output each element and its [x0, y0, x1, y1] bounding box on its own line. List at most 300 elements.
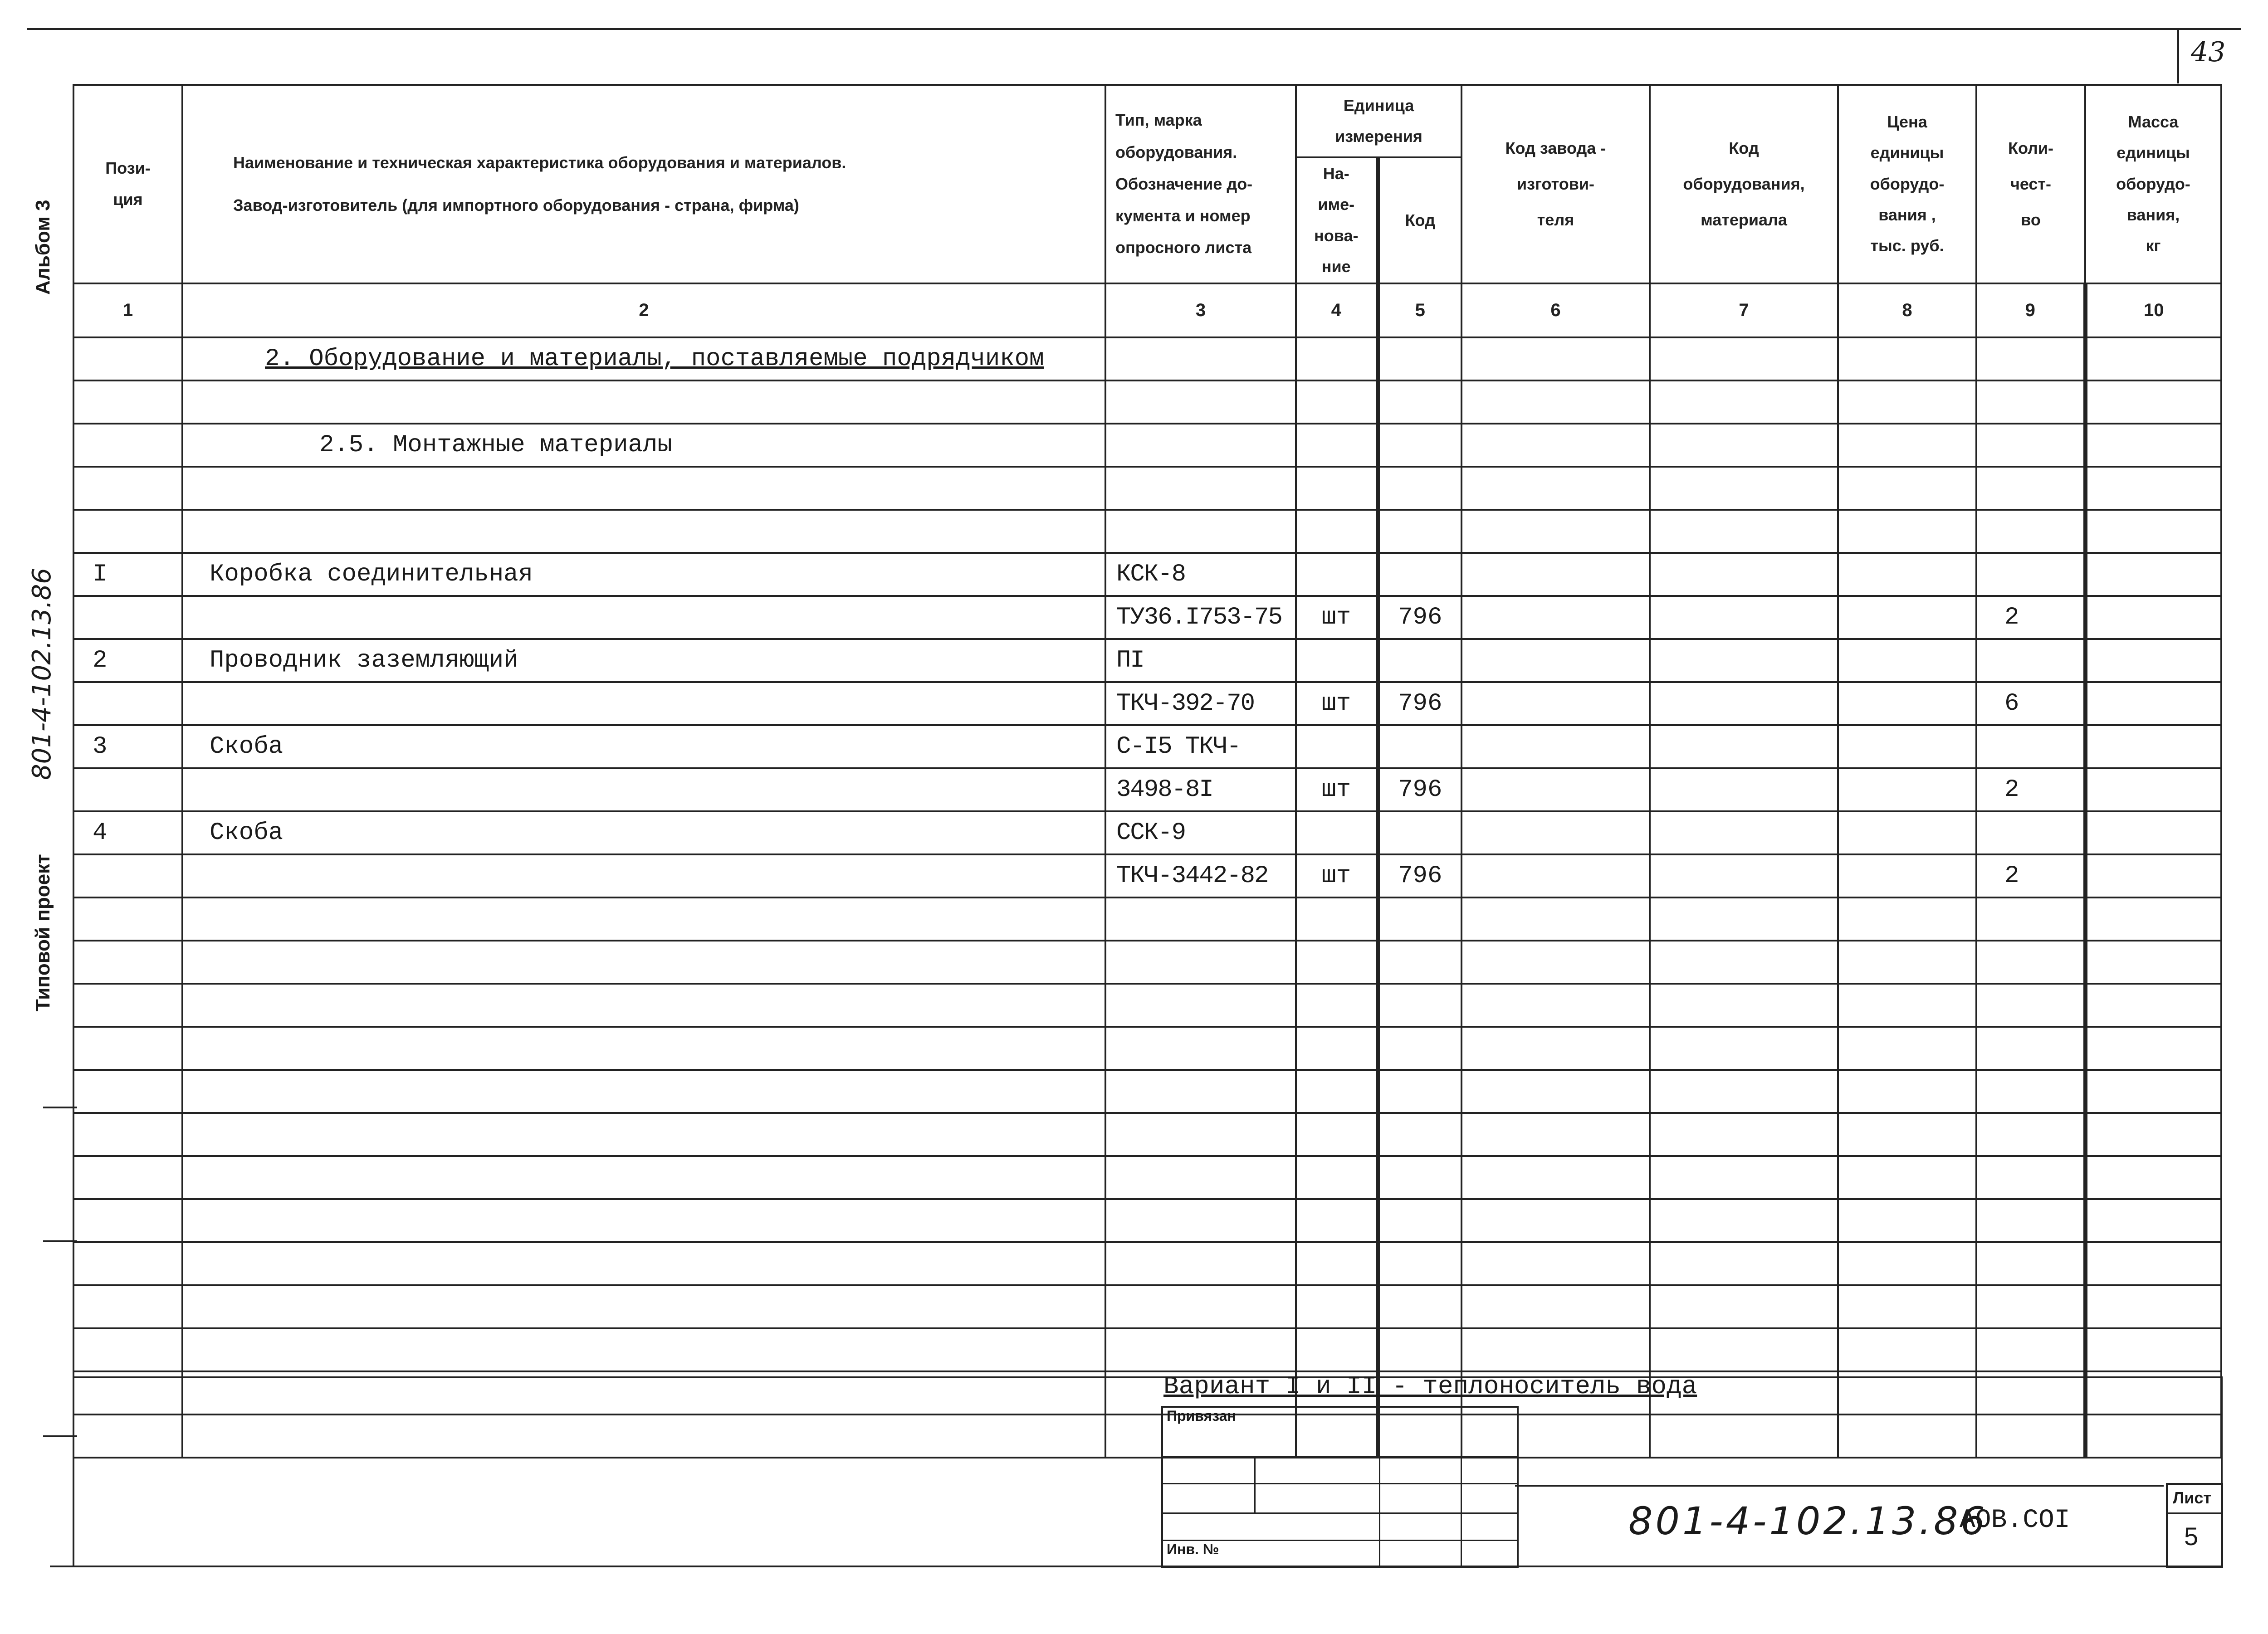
empty-row: [73, 1415, 2221, 1458]
manufacturer-code-cell: [1461, 811, 1650, 854]
quantity-cell: 2: [1976, 596, 2085, 639]
empty-row: [73, 1156, 2221, 1199]
type-cell: ПI: [1105, 639, 1296, 682]
margin-project-label: Типовой проект: [32, 854, 54, 1011]
table-cell: [182, 1199, 1105, 1242]
section-title-row: [73, 337, 2221, 380]
name-cell: [182, 510, 1105, 553]
table-cell: [1461, 897, 1650, 941]
table-cell: [1976, 897, 2085, 941]
stamp-line: [1161, 1512, 1517, 1514]
manufacturer-code-cell: [1461, 639, 1650, 682]
empty-row: [73, 1285, 2221, 1328]
table-cell: [1838, 380, 1976, 424]
table-cell: [1296, 1199, 1378, 1242]
table-cell: [1378, 380, 1461, 424]
table-cell: [73, 1328, 182, 1371]
table-cell: [73, 941, 182, 984]
table-cell: [1105, 1285, 1296, 1328]
table-cell: [2085, 1199, 2221, 1242]
table-cell: [1105, 1328, 1296, 1371]
table-cell: [1976, 1070, 2085, 1113]
table-cell: [1378, 1242, 1461, 1285]
table-cell: [1650, 1070, 1838, 1113]
name-cell: [182, 467, 1105, 510]
type-cell: [1105, 467, 1296, 510]
table-cell: [1296, 984, 1378, 1027]
table-cell: [1838, 941, 1976, 984]
margin-album-label: Альбом 3: [32, 200, 54, 295]
stamp-divider: [1379, 1456, 1380, 1567]
price-cell: [1838, 639, 1976, 682]
name-cell: [182, 682, 1105, 725]
quantity-cell: [1976, 639, 2085, 682]
header-quantity: [1976, 85, 2085, 283]
variant-note: Вариант I и II - теплоноситель вода: [1163, 1372, 1697, 1401]
table-cell: [1461, 1242, 1650, 1285]
empty-row: [73, 1242, 2221, 1285]
table-cell: [1838, 1328, 1976, 1371]
corner-page-number: 43: [2191, 36, 2226, 68]
table-cell: [182, 1156, 1105, 1199]
top-border-line: [27, 28, 2241, 30]
quantity-cell: 6: [1976, 682, 2085, 725]
price-cell: [1838, 467, 1976, 510]
type-cell: ТКЧ-392-70: [1105, 682, 1296, 725]
table-cell: [1976, 984, 2085, 1027]
table-cell: [1378, 941, 1461, 984]
table-cell: [1650, 1156, 1838, 1199]
unit-code-cell: [1378, 510, 1461, 553]
column-number: 9: [1976, 283, 2085, 337]
stamp-privyazan-label: Привязан: [1167, 1408, 1236, 1424]
subsection-title: 2.5. Монтажные материалы: [319, 431, 672, 459]
equipment-code-cell: [1650, 725, 1838, 768]
table-cell: [2085, 1415, 2221, 1458]
table-cell: [1378, 984, 1461, 1027]
table-cell: [1976, 424, 2085, 467]
equipment-code-cell: [1650, 682, 1838, 725]
table-cell: [1650, 1113, 1838, 1156]
table-cell: [1650, 380, 1838, 424]
table-cell: [1105, 337, 1296, 380]
name-cell: [182, 596, 1105, 639]
table-cell: [1378, 1156, 1461, 1199]
unit-code-cell: [1378, 467, 1461, 510]
header-type: [1105, 85, 1296, 283]
type-cell: ТУ36.I753-75: [1105, 596, 1296, 639]
table-row: [73, 854, 2221, 897]
table-cell: [1296, 1113, 1378, 1156]
table-cell: [182, 941, 1105, 984]
table-cell: [1838, 897, 1976, 941]
manufacturer-code-cell: [1461, 467, 1650, 510]
empty-row: [73, 1328, 2221, 1371]
table-cell: [1976, 380, 2085, 424]
unit-name-cell: шт: [1296, 596, 1378, 639]
table-row: [73, 811, 2221, 854]
table-cell: [1650, 1328, 1838, 1371]
empty-row: [73, 1070, 2221, 1113]
unit-code-cell: 796: [1378, 682, 1461, 725]
table-cell: [1976, 941, 2085, 984]
column-number: 2: [182, 283, 1105, 337]
document-code: 801-4-102.13.86: [1628, 1499, 1988, 1543]
name-cell: [182, 768, 1105, 811]
name-cell: [182, 854, 1105, 897]
table-cell: [73, 337, 182, 380]
table-cell: [1838, 1027, 1976, 1070]
unit-name-cell: [1296, 811, 1378, 854]
position-cell: [73, 510, 182, 553]
mass-cell: [2085, 596, 2221, 639]
position-cell: [73, 768, 182, 811]
header-mass: [2085, 85, 2221, 283]
price-cell: [1838, 725, 1976, 768]
empty-row: [73, 941, 2221, 984]
column-number: 7: [1650, 283, 1838, 337]
equipment-code-cell: [1650, 510, 1838, 553]
title-block-top-line: [73, 1376, 2223, 1378]
quantity-cell: [1976, 725, 2085, 768]
specification-table: [73, 84, 2222, 1458]
name-cell: Скоба: [182, 811, 1105, 854]
margin-tick: [43, 1107, 77, 1108]
empty-row: [73, 984, 2221, 1027]
equipment-code-cell: [1650, 854, 1838, 897]
table-cell: [1650, 1415, 1838, 1458]
table-cell: [2085, 337, 2221, 380]
table-cell: [1650, 984, 1838, 1027]
unit-name-cell: [1296, 553, 1378, 596]
table-cell: [1976, 1242, 2085, 1285]
table-cell: [1976, 1027, 2085, 1070]
table-cell: [2085, 1113, 2221, 1156]
table-cell: [1105, 1199, 1296, 1242]
unit-name-cell: шт: [1296, 768, 1378, 811]
unit-code-cell: [1378, 811, 1461, 854]
section-title: 2. Оборудование и материалы, поставляемые подрядчиком: [265, 345, 1044, 373]
table-cell: [1378, 424, 1461, 467]
table-cell: [1461, 337, 1650, 380]
equipment-code-cell: [1650, 639, 1838, 682]
position-cell: I: [73, 553, 182, 596]
manufacturer-code-cell: [1461, 596, 1650, 639]
table-cell: [1838, 1156, 1976, 1199]
table-cell: [1296, 897, 1378, 941]
position-cell: [73, 854, 182, 897]
table-cell: [2085, 897, 2221, 941]
table-row: [73, 639, 2221, 682]
position-cell: [73, 682, 182, 725]
table-cell: [73, 1199, 182, 1242]
quantity-cell: [1976, 553, 2085, 596]
table-cell: [1461, 1199, 1650, 1242]
stamp-line: [1161, 1483, 1517, 1484]
unit-code-cell: 796: [1378, 854, 1461, 897]
header-position-label: Пози- ция: [105, 159, 151, 209]
stamp-line: [1161, 1456, 1517, 1457]
table-cell: [182, 984, 1105, 1027]
table-cell: [1838, 424, 1976, 467]
table-cell: [2085, 984, 2221, 1027]
table-cell: [1105, 380, 1296, 424]
table-cell: [1105, 1242, 1296, 1285]
table-cell: [1105, 984, 1296, 1027]
empty-row: [73, 897, 2221, 941]
manufacturer-code-cell: [1461, 854, 1650, 897]
table-cell: [1461, 1027, 1650, 1070]
table-cell: [1105, 1113, 1296, 1156]
manufacturer-code-cell: [1461, 510, 1650, 553]
table-cell: [1976, 1328, 2085, 1371]
quantity-cell: 2: [1976, 854, 2085, 897]
column-number: 1: [73, 283, 182, 337]
table-cell: [73, 424, 182, 467]
table-cell: [73, 984, 182, 1027]
unit-name-cell: [1296, 510, 1378, 553]
table-cell: [2085, 1285, 2221, 1328]
table-cell: [73, 380, 182, 424]
header-unit-group-label: Единица измерения: [1335, 96, 1422, 146]
margin-tick: [43, 1240, 77, 1242]
table-cell: [1650, 1199, 1838, 1242]
price-cell: [1838, 682, 1976, 725]
header-price: [1838, 85, 1976, 283]
header-manufacturer-code: [1461, 85, 1650, 283]
table-cell: [1461, 380, 1650, 424]
margin-tick: [43, 1435, 77, 1437]
position-cell: [73, 596, 182, 639]
quantity-cell: [1976, 510, 2085, 553]
sheet-number: 5: [2184, 1522, 2199, 1551]
table-cell: [73, 1415, 182, 1458]
table-cell: [1296, 941, 1378, 984]
name-cell: Коробка соединительная: [182, 553, 1105, 596]
table-cell: [2085, 941, 2221, 984]
header-unit-code-label: Код: [1405, 210, 1435, 229]
table-row: [73, 768, 2221, 811]
table-cell: [1378, 1285, 1461, 1328]
table-cell: [1105, 1070, 1296, 1113]
header-type-label: Тип, марка оборудования. Обозначение до- кумента и номер опросного листа: [1115, 111, 1253, 257]
header-unit-code: [1378, 157, 1461, 283]
mass-cell: [2085, 639, 2221, 682]
header-unit-name-label: На- име- нова- ние: [1314, 164, 1359, 276]
price-cell: [1838, 768, 1976, 811]
manufacturer-code-cell: [1461, 682, 1650, 725]
table-cell: [182, 1027, 1105, 1070]
table-cell: [1296, 1156, 1378, 1199]
table-row: [73, 467, 2221, 510]
table-cell: [1105, 1156, 1296, 1199]
unit-name-cell: [1296, 467, 1378, 510]
table-cell: [1650, 424, 1838, 467]
table-cell: [1650, 337, 1838, 380]
mass-cell: [2085, 725, 2221, 768]
table-cell: [182, 1070, 1105, 1113]
unit-name-cell: шт: [1296, 854, 1378, 897]
table-row: [73, 682, 2221, 725]
unit-code-cell: 796: [1378, 768, 1461, 811]
table-row: [73, 596, 2221, 639]
table-cell: [1976, 1199, 2085, 1242]
table-cell: [1461, 1328, 1650, 1371]
table-cell: [1650, 1027, 1838, 1070]
column-number: 3: [1105, 283, 1296, 337]
header-mass-label: Масса единицы оборудо- вания, кг: [2116, 112, 2190, 255]
type-cell: ССК-9: [1105, 811, 1296, 854]
type-cell: С-I5 ТКЧ-: [1105, 725, 1296, 768]
table-row: [73, 510, 2221, 553]
position-cell: 4: [73, 811, 182, 854]
doc-code-top-line: [1515, 1485, 2164, 1487]
table-cell: [182, 897, 1105, 941]
equipment-code-cell: [1650, 811, 1838, 854]
empty-row: [73, 1027, 2221, 1070]
sheet-label: Лист: [2173, 1488, 2212, 1507]
quantity-cell: [1976, 811, 2085, 854]
header-price-label: Цена единицы оборудо- вания , тыс. руб.: [1870, 112, 1945, 255]
type-cell: ТКЧ-3442-82: [1105, 854, 1296, 897]
table-cell: [1976, 1285, 2085, 1328]
section-title-cell: [182, 337, 1105, 380]
type-cell: КСК-8: [1105, 553, 1296, 596]
table-cell: [1838, 1415, 1976, 1458]
equipment-code-cell: [1650, 467, 1838, 510]
header-unit-name: [1296, 157, 1378, 283]
table-cell: [182, 1242, 1105, 1285]
table-cell: [1976, 1415, 2085, 1458]
column-number: 6: [1461, 283, 1650, 337]
subsection-title-row: [73, 424, 2221, 467]
table-cell: [1838, 1199, 1976, 1242]
title-block-bottom-line: [50, 1566, 2223, 1567]
table-cell: [1296, 337, 1378, 380]
table-cell: [1461, 424, 1650, 467]
equipment-code-cell: [1650, 553, 1838, 596]
subsection-title-cell: [182, 424, 1105, 467]
column-number: 4: [1296, 283, 1378, 337]
table-cell: [182, 1328, 1105, 1371]
table-cell: [2085, 380, 2221, 424]
header-name-label: Наименование и техническая характеристика оборудования и материалов. Завод-изготовитель (для импортного оборудования - страна, фирма): [233, 153, 846, 215]
mass-cell: [2085, 854, 2221, 897]
table-cell: [1461, 1113, 1650, 1156]
mass-cell: [2085, 553, 2221, 596]
unit-code-cell: 796: [1378, 596, 1461, 639]
margin-project-code: 801-4-102.13.86: [27, 568, 57, 780]
table-cell: [2085, 1027, 2221, 1070]
table-cell: [1838, 984, 1976, 1027]
table-cell: [2085, 1328, 2221, 1371]
table-cell: [1838, 1113, 1976, 1156]
table-cell: [2085, 1070, 2221, 1113]
table-cell: [73, 1070, 182, 1113]
table-cell: [1650, 1242, 1838, 1285]
column-number: 10: [2085, 283, 2221, 337]
table-cell: [73, 1113, 182, 1156]
table-cell: [1105, 941, 1296, 984]
table-cell: [73, 1285, 182, 1328]
unit-code-cell: [1378, 639, 1461, 682]
price-cell: [1838, 596, 1976, 639]
mass-cell: [2085, 682, 2221, 725]
table-cell: [1378, 1070, 1461, 1113]
unit-code-cell: [1378, 725, 1461, 768]
mass-cell: [2085, 811, 2221, 854]
empty-row: [73, 1113, 2221, 1156]
table-cell: [1378, 1328, 1461, 1371]
table-row: [73, 380, 2221, 424]
table-cell: [182, 1285, 1105, 1328]
table-body: [73, 337, 2221, 1458]
table-cell: [1296, 1285, 1378, 1328]
table-cell: [1296, 1328, 1378, 1371]
table-cell: [73, 897, 182, 941]
quantity-cell: [1976, 467, 2085, 510]
table-cell: [1976, 1113, 2085, 1156]
price-cell: [1838, 811, 1976, 854]
stamp-divider: [1461, 1456, 1462, 1567]
document-code-suffix: АОВ.СОI: [1960, 1506, 2070, 1535]
table-cell: [73, 1156, 182, 1199]
table-cell: [1650, 1285, 1838, 1328]
table-cell: [1461, 941, 1650, 984]
stamp-inv-label: Инв. №: [1167, 1541, 1219, 1557]
table-cell: [1378, 1113, 1461, 1156]
table-row: [73, 725, 2221, 768]
header-quantity-label: Коли- чест- во: [2008, 139, 2054, 229]
mass-cell: [2085, 510, 2221, 553]
position-cell: 2: [73, 639, 182, 682]
table-cell: [182, 1415, 1105, 1458]
position-cell: 3: [73, 725, 182, 768]
table-cell: [1650, 941, 1838, 984]
table-cell: [1461, 1070, 1650, 1113]
table-cell: [182, 380, 1105, 424]
column-number: 8: [1838, 283, 1976, 337]
table-cell: [73, 1027, 182, 1070]
table-cell: [2085, 1156, 2221, 1199]
table-cell: [1378, 1027, 1461, 1070]
table-cell: [1296, 1070, 1378, 1113]
empty-row: [73, 1199, 2221, 1242]
unit-code-cell: [1378, 553, 1461, 596]
table-cell: [1461, 1285, 1650, 1328]
table-cell: [1296, 380, 1378, 424]
table-cell: [1296, 1027, 1378, 1070]
header-unit-group: [1296, 85, 1461, 157]
table-cell: [1838, 337, 1976, 380]
table-cell: [1378, 897, 1461, 941]
equipment-code-cell: [1650, 768, 1838, 811]
title-block-left-line: [73, 1376, 74, 1567]
table-cell: [1461, 984, 1650, 1027]
manufacturer-code-cell: [1461, 725, 1650, 768]
table-cell: [1105, 1027, 1296, 1070]
name-cell: Проводник заземляющий: [182, 639, 1105, 682]
unit-name-cell: шт: [1296, 682, 1378, 725]
table-cell: [1105, 897, 1296, 941]
header-manufacturer-code-label: Код завода - изготови- теля: [1505, 139, 1606, 229]
table-cell: [73, 1242, 182, 1285]
mass-cell: [2085, 768, 2221, 811]
header-position: [73, 85, 182, 283]
price-cell: [1838, 553, 1976, 596]
table-row: [73, 553, 2221, 596]
header-equipment-code-label: Код оборудования, материала: [1683, 139, 1805, 229]
